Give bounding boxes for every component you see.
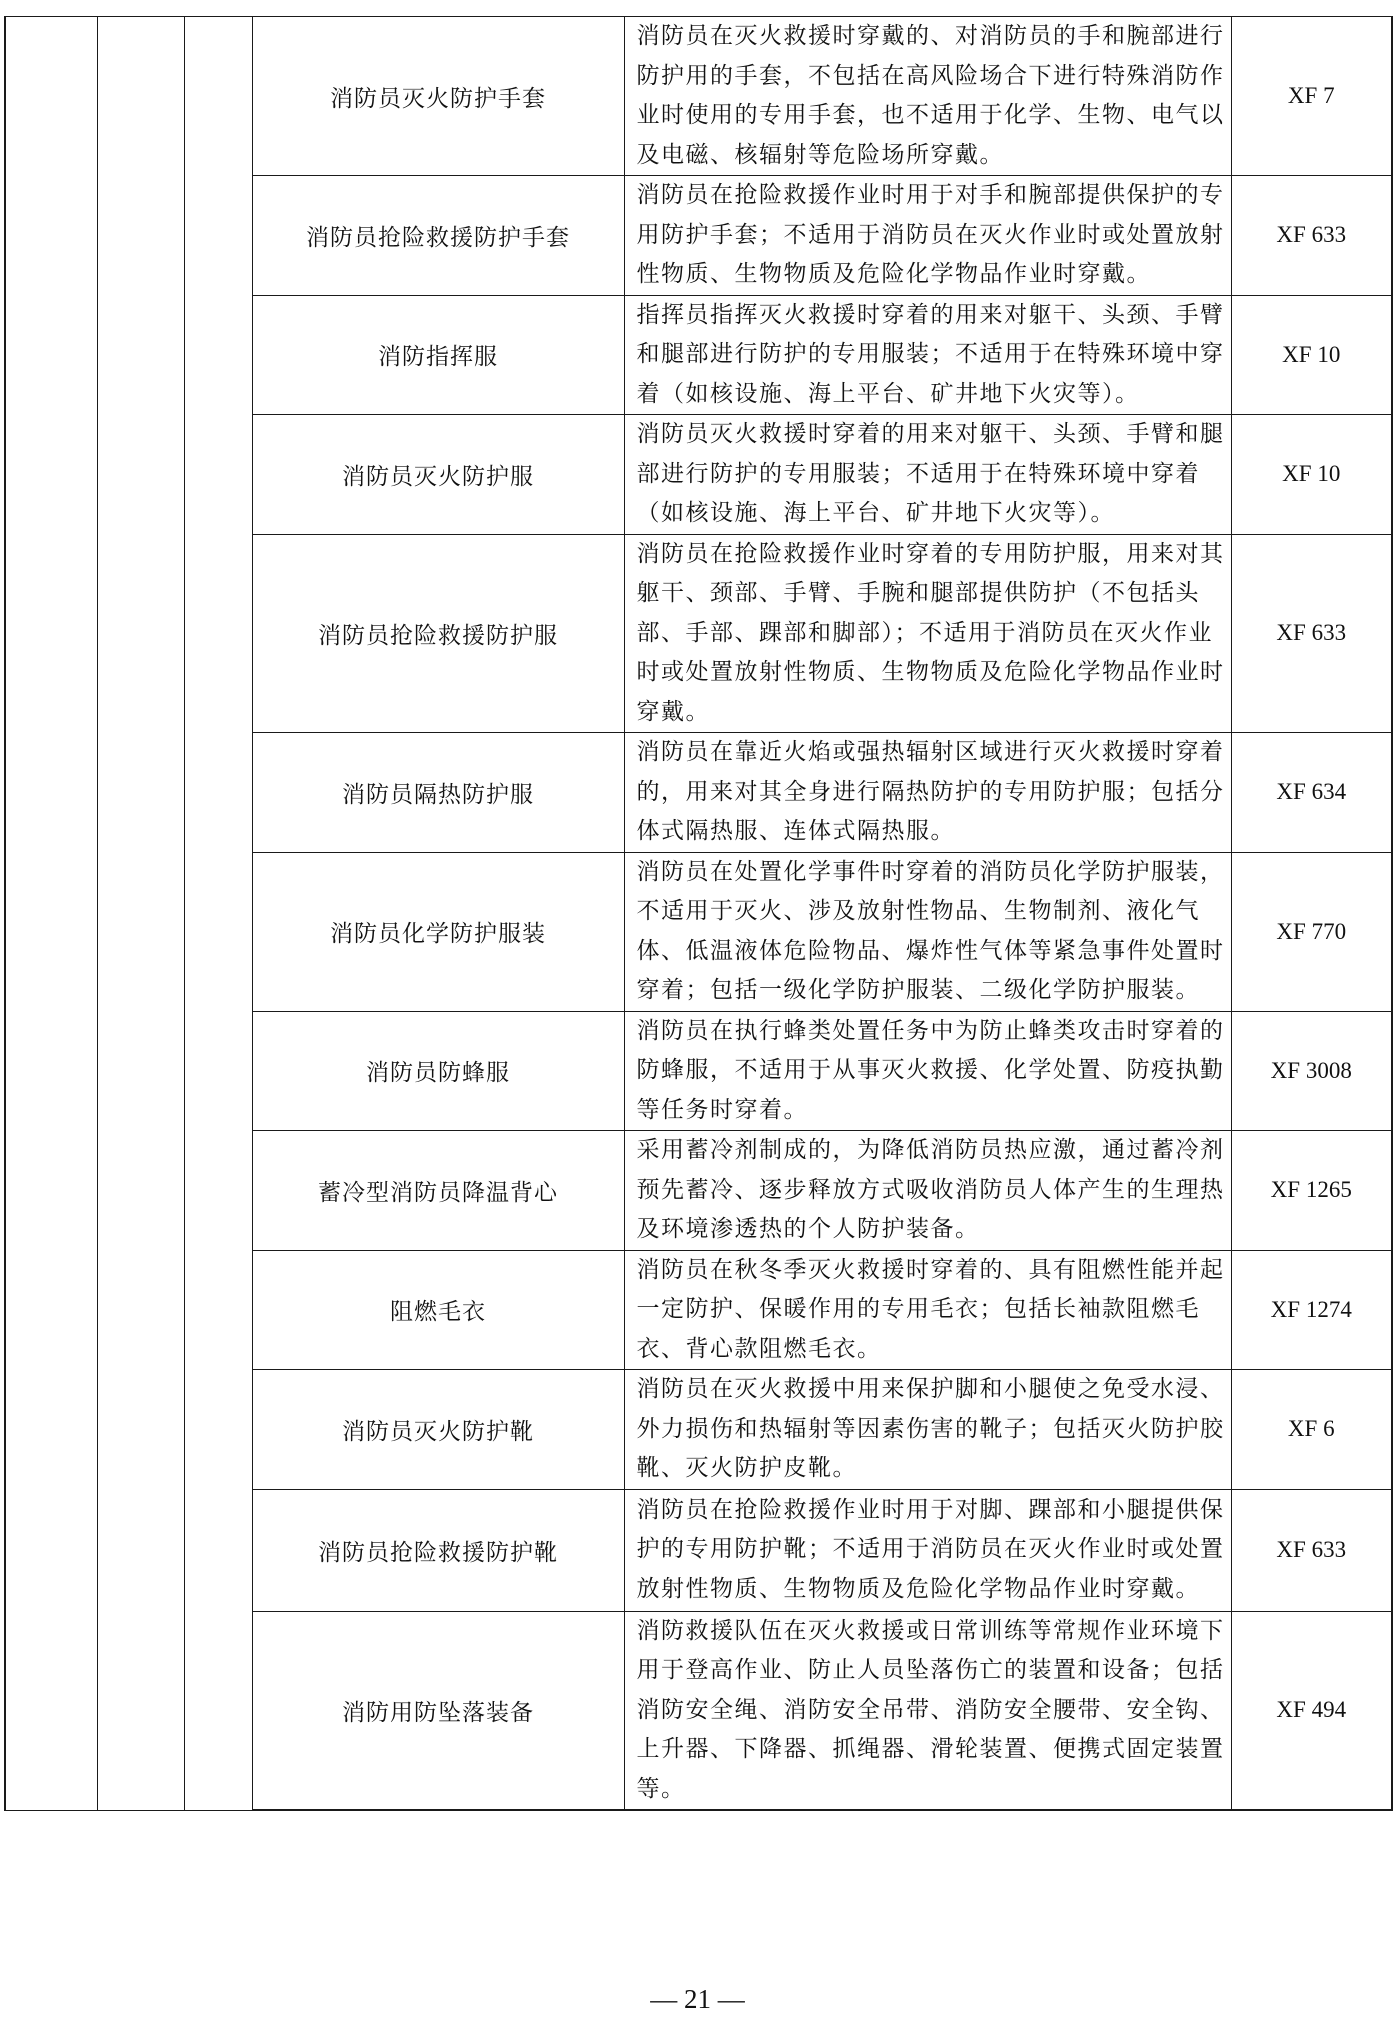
equipment-standards-table <box>4 16 1393 1811</box>
equipment-name-cell: 消防员灭火防护靴 <box>252 1370 624 1490</box>
merged-category-cell-1 <box>5 17 97 1811</box>
standard-code-cell: XF 10 <box>1231 415 1392 535</box>
equipment-description-cell: 消防员在处置化学事件时穿着的消防员化学防护服装，不适用于灭火、涉及放射性物品、生物制剂、液化气体、低温液体危险物品、爆炸性气体等紧急事件处置时穿着；包括一级化学防护服装、二级化学防护服装。 <box>624 852 1231 1011</box>
equipment-name-cell: 消防员化学防护服装 <box>252 852 624 1011</box>
standard-code-cell: XF 1274 <box>1231 1250 1392 1370</box>
equipment-name-cell: 消防员隔热防护服 <box>252 733 624 853</box>
equipment-description-cell: 消防员在灭火救援时穿戴的、对消防员的手和腕部进行防护用的手套，不包括在高风险场合下进行特殊消防作业时使用的专用手套，也不适用于化学、生物、电气以及电磁、核辐射等危险场所穿戴。 <box>624 17 1231 176</box>
equipment-description-cell: 消防员在抢险救援作业时穿着的专用防护服，用来对其躯干、颈部、手臂、手腕和腿部提供防护（不包括头部、手部、踝部和脚部）；不适用于消防员在灭火作业时或处置放射性物质、生物物质及危险化学物品作业时穿戴。 <box>624 534 1231 733</box>
standard-code-cell: XF 6 <box>1231 1370 1392 1490</box>
merged-category-cell-3 <box>184 17 252 1811</box>
equipment-name-cell: 消防员抢险救援防护服 <box>252 534 624 733</box>
equipment-description-cell: 消防救援队伍在灭火救援或日常训练等常规作业环境下用于登高作业、防止人员坠落伤亡的装置和设备；包括消防安全绳、消防安全吊带、消防安全腰带、安全钩、上升器、下降器、抓绳器、滑轮装置、便携式固定装置等。 <box>624 1611 1231 1810</box>
equipment-name-cell: 消防员灭火防护服 <box>252 415 624 535</box>
equipment-name-cell: 消防指挥服 <box>252 295 624 415</box>
standard-code-cell: XF 633 <box>1231 176 1392 296</box>
equipment-name-cell: 消防员防蜂服 <box>252 1011 624 1131</box>
standard-code-cell: XF 10 <box>1231 295 1392 415</box>
equipment-description-cell: 消防员在灭火救援中用来保护脚和小腿使之免受水浸、外力损伤和热辐射等因素伤害的靴子；包括灭火防护胶靴、灭火防护皮靴。 <box>624 1370 1231 1490</box>
standard-code-cell: XF 770 <box>1231 852 1392 1011</box>
equipment-description-cell: 消防员在秋冬季灭火救援时穿着的、具有阻燃性能并起一定防护、保暖作用的专用毛衣；包括长袖款阻燃毛衣、背心款阻燃毛衣。 <box>624 1250 1231 1370</box>
standard-code-cell: XF 3008 <box>1231 1011 1392 1131</box>
standard-code-cell: XF 494 <box>1231 1611 1392 1810</box>
equipment-description-cell: 消防员在靠近火焰或强热辐射区域进行灭火救援时穿着的，用来对其全身进行隔热防护的专用防护服；包括分体式隔热服、连体式隔热服。 <box>624 733 1231 853</box>
standard-code-cell: XF 633 <box>1231 534 1392 733</box>
equipment-description-cell: 消防员在抢险救援作业时用于对手和腕部提供保护的专用防护手套；不适用于消防员在灭火作业时或处置放射性物质、生物物质及危险化学物品作业时穿戴。 <box>624 176 1231 296</box>
standard-code-cell: XF 633 <box>1231 1489 1392 1611</box>
standard-code-cell: XF 7 <box>1231 17 1392 176</box>
equipment-name-cell: 消防员抢险救援防护靴 <box>252 1489 624 1611</box>
equipment-description-cell: 消防员在执行蜂类处置任务中为防止蜂类攻击时穿着的防蜂服，不适用于从事灭火救援、化学处置、防疫执勤等任务时穿着。 <box>624 1011 1231 1131</box>
equipment-description-cell: 消防员在抢险救援作业时用于对脚、踝部和小腿提供保护的专用防护靴；不适用于消防员在灭火作业时或处置放射性物质、生物物质及危险化学物品作业时穿戴。 <box>624 1489 1231 1611</box>
standard-code-cell: XF 1265 <box>1231 1131 1392 1251</box>
equipment-description-cell: 消防员灭火救援时穿着的用来对躯干、头颈、手臂和腿部进行防护的专用服装；不适用于在特殊环境中穿着（如核设施、海上平台、矿井地下火灾等）。 <box>624 415 1231 535</box>
equipment-name-cell: 消防员抢险救援防护手套 <box>252 176 624 296</box>
equipment-description-cell: 采用蓄冷剂制成的，为降低消防员热应激，通过蓄冷剂预先蓄冷、逐步释放方式吸收消防员人体产生的生理热及环境渗透热的个人防护装备。 <box>624 1131 1231 1251</box>
equipment-name-cell: 阻燃毛衣 <box>252 1250 624 1370</box>
table-row <box>5 17 1392 176</box>
equipment-description-cell: 指挥员指挥灭火救援时穿着的用来对躯干、头颈、手臂和腿部进行防护的专用服装；不适用于在特殊环境中穿着（如核设施、海上平台、矿井地下火灾等）。 <box>624 295 1231 415</box>
equipment-name-cell: 消防用防坠落装备 <box>252 1611 624 1810</box>
page-number: — 21 — <box>650 1984 745 2014</box>
equipment-name-cell: 蓄冷型消防员降温背心 <box>252 1131 624 1251</box>
merged-category-cell-2 <box>97 17 184 1811</box>
equipment-name-cell: 消防员灭火防护手套 <box>252 17 624 176</box>
standard-code-cell: XF 634 <box>1231 733 1392 853</box>
